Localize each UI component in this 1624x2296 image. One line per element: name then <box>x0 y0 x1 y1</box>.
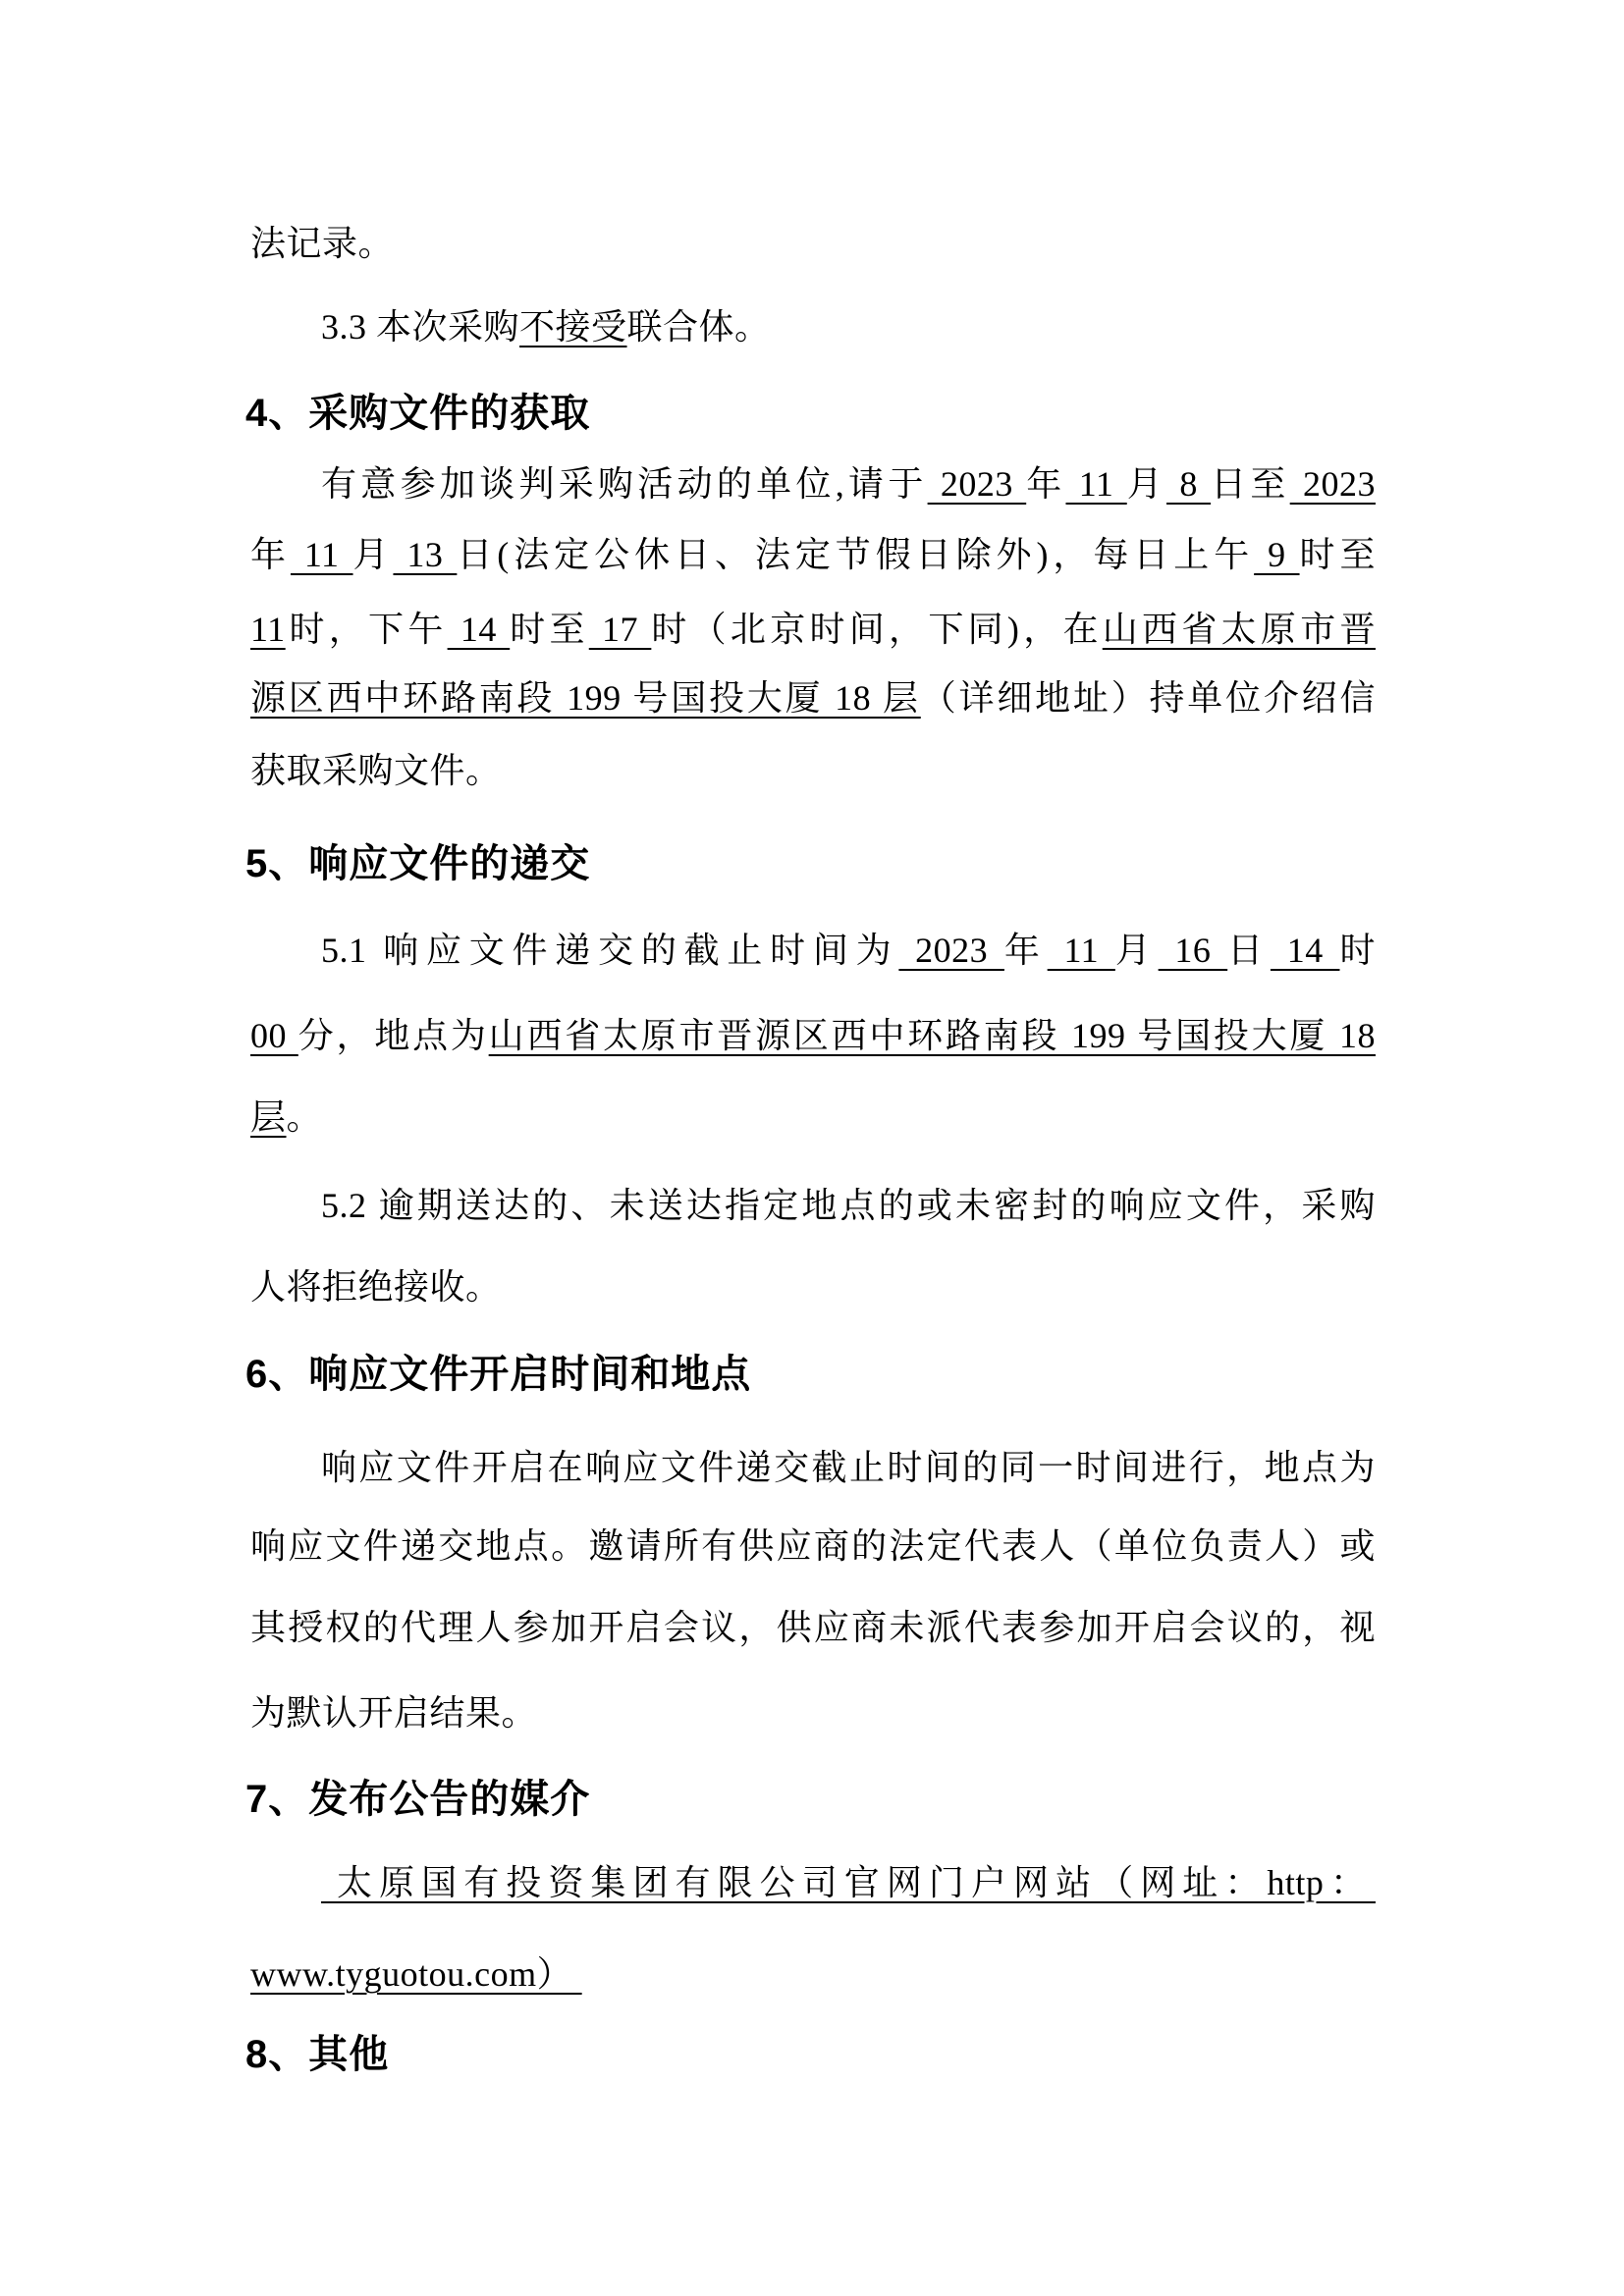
text-segment: 年 <box>1026 464 1066 504</box>
underlined-field-text: 17 <box>588 610 652 649</box>
text-segment: 年 <box>1003 931 1048 970</box>
clause-5-1-line-2 <box>250 1008 1376 1063</box>
underlined-field-text: 14 <box>1270 931 1340 970</box>
text-segment: 时至 <box>510 610 589 649</box>
heading-6-opening-time-place <box>245 1347 1371 1402</box>
text-segment: （详细地址）持单位介绍信 <box>920 678 1376 718</box>
underlined-field-text: 山西省太原市晋源区西中环路南段 199 号国投大厦 18 <box>488 1016 1376 1055</box>
underlined-field-text: 太原国有投资集团有限公司官网门户网站（网址：http： <box>321 1863 1376 1902</box>
text-segment: 日 <box>1227 931 1271 970</box>
text-segment: 月 <box>352 535 394 574</box>
underlined-field-text: 00 <box>250 1016 298 1055</box>
underlined-field-text: 2023 <box>927 464 1027 504</box>
para-6-line-2 <box>250 1519 1376 1574</box>
heading-4-document-acquisition <box>245 386 1371 441</box>
underlined-field-text: 2023 <box>898 931 1004 970</box>
underlined-field-text: 2023 <box>1289 464 1376 504</box>
underlined-field-text: 9 <box>1254 535 1300 574</box>
text-segment: 月 <box>1126 464 1167 504</box>
clause-5-1-line-1 <box>250 923 1376 978</box>
para-6-line-3 <box>250 1600 1376 1655</box>
text-segment: 日至 <box>1211 464 1290 504</box>
para-7-line-1 <box>250 1855 1376 1910</box>
text-segment: 年 <box>250 535 291 574</box>
underlined-field-text: 13 <box>393 535 458 574</box>
text-segment: 月 <box>1114 931 1159 970</box>
text-segment: 5.2 逾期送达的、未送达指定地点的或未密封的响应文件，采购 <box>321 1186 1376 1225</box>
text-segment: 联合体。 <box>626 307 771 347</box>
text-segment: 3.3 本次采购 <box>321 307 520 347</box>
text-segment: 。 <box>286 1097 323 1137</box>
clause-5-2-line-1 <box>250 1178 1376 1233</box>
heading-5-response-submission <box>245 836 1371 891</box>
underlined-field-text: 14 <box>447 610 511 649</box>
clause-5-1-line-3 <box>250 1090 1376 1145</box>
heading-7-announcement-media <box>245 1772 1371 1827</box>
text-segment: 响应文件递交地点。邀请所有供应商的法定代表人（单位负责人）或 <box>250 1526 1376 1566</box>
heading-8-other <box>245 2027 1371 2082</box>
underlined-field-text: 山西省太原市晋 <box>1102 610 1376 649</box>
text-segment: 人将拒绝接收。 <box>250 1267 502 1307</box>
para-4-line-2 <box>250 527 1376 582</box>
text-segment: 时（北京时间，下同)，在 <box>651 610 1103 649</box>
para-4-line-1 <box>250 456 1376 511</box>
para-6-line-1 <box>250 1440 1376 1495</box>
text-segment: 5.1 响应文件递交的截止时间为 <box>321 931 899 970</box>
underlined-field-text: 8 <box>1166 464 1212 504</box>
underlined-field-text: 11 <box>290 535 353 574</box>
text-segment: 为默认开启结果。 <box>250 1693 538 1733</box>
underlined-field-text: 11 <box>250 610 286 649</box>
underlined-field-text: www.tyguotou.com） <box>250 1954 582 1994</box>
para-3-2-continuation <box>250 216 1376 271</box>
underlined-field-text: 不接受 <box>519 307 627 347</box>
text-segment: 时，下午 <box>285 610 448 649</box>
para-4-line-5 <box>250 743 1376 798</box>
text-segment: 分，地点为 <box>298 1016 489 1055</box>
text-segment: 8、其他 <box>245 2033 390 2076</box>
text-segment: 6、响应文件开启时间和地点 <box>245 1353 752 1396</box>
text-segment: 时至 <box>1299 535 1376 574</box>
text-segment: 5、响应文件的递交 <box>245 842 591 885</box>
clause-5-2-line-2 <box>250 1259 1376 1314</box>
text-segment: 法记录。 <box>250 224 395 263</box>
text-segment: 7、发布公告的媒介 <box>245 1778 591 1821</box>
para-4-line-4 <box>250 670 1376 725</box>
underlined-field-text: 11 <box>1065 464 1127 504</box>
para-4-line-3 <box>250 602 1376 657</box>
clause-3-3 <box>250 299 1376 354</box>
text-segment: 日(法定公休日、法定节假日除外)，每日上午 <box>457 535 1255 574</box>
underlined-field-text: 源区西中环路南段 199 号国投大厦 18 层 <box>250 678 921 718</box>
text-segment: 有意参加谈判采购活动的单位,请于 <box>321 464 928 504</box>
para-7-line-2 <box>250 1947 1376 2002</box>
para-6-line-4 <box>250 1685 1376 1740</box>
text-segment: 时 <box>1339 931 1376 970</box>
underlined-field-text: 16 <box>1158 931 1228 970</box>
underlined-field-text: 11 <box>1047 931 1115 970</box>
text-segment: 4、采购文件的获取 <box>245 392 591 435</box>
underlined-field-text: 层 <box>250 1097 287 1137</box>
text-segment: 获取采购文件。 <box>250 751 502 790</box>
text-segment: 响应文件开启在响应文件递交截止时间的同一时间进行，地点为 <box>321 1448 1376 1487</box>
text-segment: 其授权的代理人参加开启会议，供应商未派代表参加开启会议的，视 <box>250 1608 1376 1647</box>
